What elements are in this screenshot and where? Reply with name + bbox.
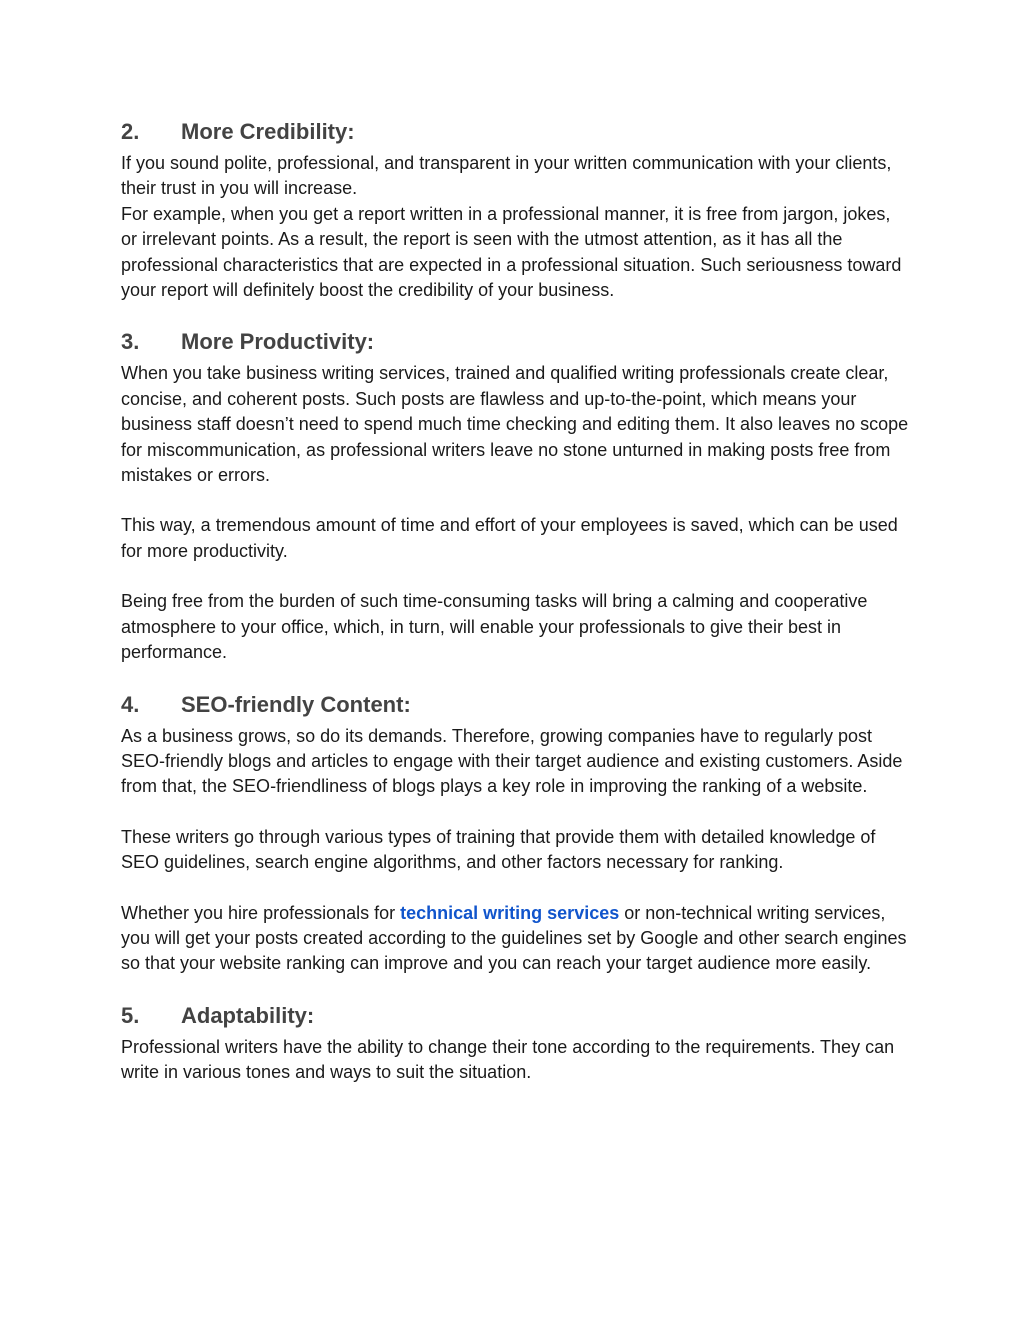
paragraph: This way, a tremendous amount of time and effort of your employees is saved, which can be used for more productivity. xyxy=(121,515,898,561)
paragraph: Being free from the burden of such time-consuming tasks will bring a calming and cooperative atmosphere to your office, which, in turn, will enable your professionals to give their best in performance. xyxy=(121,591,868,663)
paragraph: As a business grows, so do its demands. Therefore, growing companies have to regularly post SEO-friendly blogs and articles to engage with their target audience and existing customers. Aside from that, the SEO-friendliness of blogs plays a key role in improving the ranking of a website. xyxy=(121,725,903,797)
paragraph-with-link xyxy=(121,901,911,977)
section-heading-credibility xyxy=(121,115,911,149)
document-content xyxy=(121,115,911,1086)
paragraph: When you take business writing services, trained and qualified writing professionals create clear, concise, and coherent posts. Such posts are flawless and up-to-the-point, which means your business staff doesn’t need to spend much time checking and editing them. It also leaves no scope for miscommunication, as professional writers leave no stone unturned in making posts free from mistakes or errors. xyxy=(121,363,909,486)
paragraph: For example, when you get a report written in a professional manner, it is free from jargon, jokes, or irrelevant points. As a result, the report is seen with the utmost attention, as it has all the professional characteristics that are expected in a professional situation. Such seriousness toward your report will definitely boost the credibility of your business. xyxy=(121,203,902,301)
section-title: Adaptability: xyxy=(181,1002,315,1028)
section-number: 5. xyxy=(121,1002,140,1028)
section-heading-seo xyxy=(121,688,911,722)
paragraph: Professional writers have the ability to change their tone according to the requirements. They can write in various tones and ways to suit the situation. xyxy=(121,1036,895,1083)
section-heading-productivity xyxy=(121,325,911,359)
link-paragraph-after: or non-technical writing services, you will get your posts created according to the guidelines set by Google and other search engines so that your website ranking can improve and you can reach your target audience more easily. xyxy=(121,902,907,974)
technical-writing-services-link[interactable]: technical writing services xyxy=(400,902,620,923)
section-title: SEO-friendly Content: xyxy=(181,691,411,717)
paragraph: If you sound polite, professional, and transparent in your written communication with your clients, their trust in you will increase. xyxy=(121,153,892,199)
section-number: 4. xyxy=(121,691,140,717)
section-title: More Credibility: xyxy=(181,119,355,144)
section-number: 2. xyxy=(121,119,140,144)
link-paragraph-before: Whether you hire professionals for xyxy=(121,902,401,923)
paragraph: These writers go through various types of training that provide them with detailed knowledge of SEO guidelines, search engine algorithms, and other factors necessary for ranking. xyxy=(121,826,876,873)
section-title: More Productivity: xyxy=(181,329,375,355)
section-number: 3. xyxy=(121,329,140,355)
section-heading-adaptability xyxy=(121,999,911,1033)
